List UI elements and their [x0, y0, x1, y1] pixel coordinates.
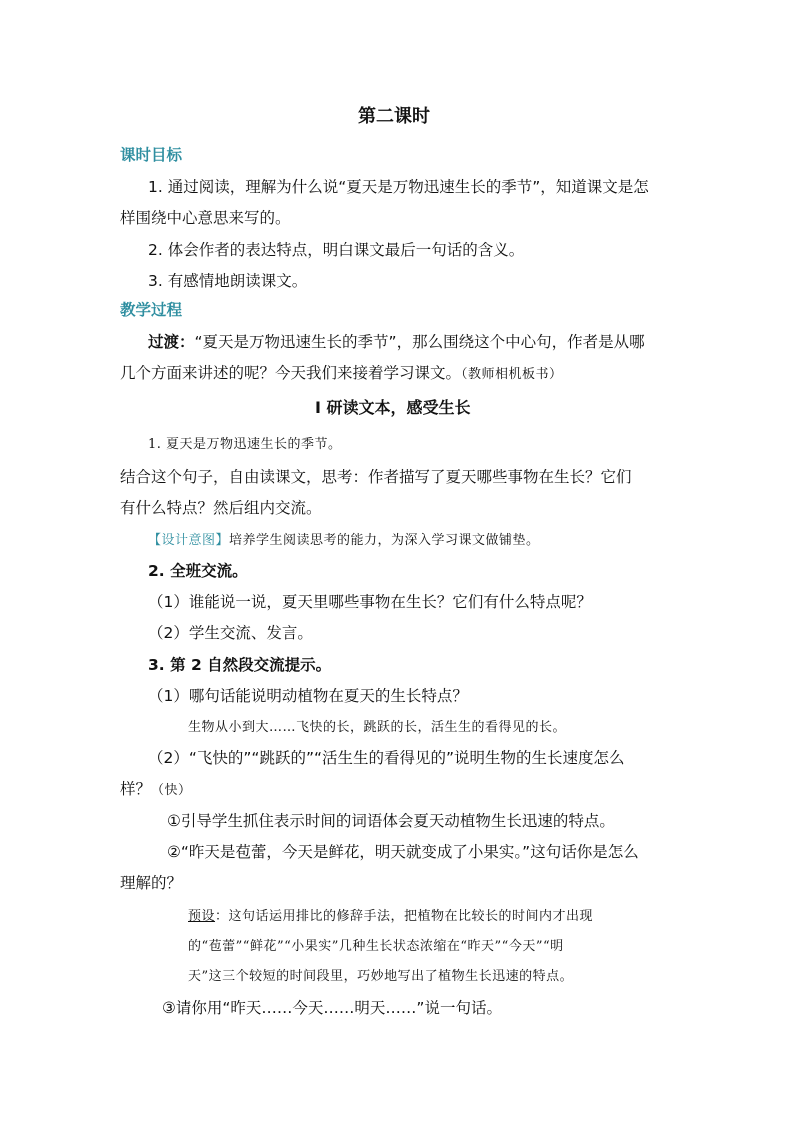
preset-line-1 — [188, 907, 593, 927]
transition-line-1 — [148, 332, 645, 352]
section-heading: Ⅰ 研读文本，感受生长 — [315, 398, 471, 417]
preset-text-1: ：这句话运用排比的修辞手法，把植物在比较长的时间内才出现 — [215, 909, 594, 924]
point-3 — [148, 655, 331, 675]
question-2-text: 样？ — [120, 780, 152, 798]
objective-2: 2. 体会作者的表达特点，明白课文最后一句话的含义。 — [148, 241, 525, 259]
preset-line-3: 天”这三个较短的时间段里，巧妙地写出了植物生长迅速的特点。 — [188, 969, 574, 984]
point-1: 1. 夏天是万物迅速生长的季节。 — [148, 437, 342, 452]
objective-1-line-1: 1. 通过阅读，理解为什么说“夏天是万物迅速生长的季节”，知道课文是怎 — [148, 178, 649, 196]
question-2-line-2 — [120, 779, 192, 801]
preset-label: 预设 — [188, 909, 216, 924]
page-title: 第二课时 — [358, 106, 430, 127]
point-1-task-line-2: 有什么特点？然后组内交流。 — [120, 499, 322, 517]
transition-text-2: 几个方面来讲述的呢？今天我们来接着学习课文。 — [120, 364, 462, 382]
point-2-sub-1: （1）谁能说一说，夏天里哪些事物在生长？它们有什么特点呢？ — [148, 593, 592, 611]
objective-3: 3. 有感情地朗读课文。 — [148, 272, 308, 290]
design-intent-text: 培养学生阅读思考的能力，为深入学习课文做铺垫。 — [229, 533, 540, 548]
design-intent — [148, 531, 540, 551]
transition-line-2 — [120, 363, 563, 385]
question-2-answer: （快） — [151, 783, 192, 798]
objectives-heading: 课时目标 — [120, 146, 183, 164]
point-3-text: 自然段交流提示。 — [207, 656, 332, 674]
guide-item-1: ①引导学生抓住表示时间的词语体会夏天动植物生长迅速的特点。 — [167, 812, 615, 830]
process-heading: 教学过程 — [120, 301, 183, 319]
point-2-sub-2: （2）学生交流、发言。 — [148, 624, 313, 642]
question-1: （1）哪句话能说明动植物在夏天的生长特点？ — [148, 687, 468, 705]
objective-1-line-2: 样围绕中心意思来写的。 — [120, 209, 291, 227]
transition-text: “夏天是万物迅速生长的季节”，那么围绕这个中心句，作者是从哪 — [194, 333, 645, 351]
design-intent-label: 【设计意图】 — [148, 533, 230, 548]
guide-item-2-line-2: 理解的？ — [120, 874, 183, 892]
point-2: 2. 全班交流。 — [148, 562, 248, 580]
question-1-quote: 生物从小到大……飞快的长，跳跃的长，活生生的看得见的长。 — [188, 720, 567, 735]
point-3-number: 3. 第 2 — [148, 656, 208, 674]
question-2-line-1: （2）“飞快的”“跳跃的”“活生生的看得见的”说明生物的生长速度怎么 — [148, 749, 625, 767]
transition-label: 过渡： — [148, 333, 195, 351]
guide-item-3: ③请你用“昨天……今天……明天……”说一句话。 — [162, 999, 502, 1017]
preset-line-2: 的“苞蕾”“鲜花”“小果实”几种生长状态浓缩在“昨天”“今天”“明 — [188, 939, 564, 954]
point-1-task-line-1: 结合这个句子，自由读课文，思考：作者描写了夏天哪些事物在生长？它们 — [120, 468, 632, 486]
transition-note: （教师相机板书） — [461, 367, 563, 382]
guide-item-2-line-1: ②“昨天是苞蕾，今天是鲜花，明天就变成了小果实。”这句话你是怎么 — [167, 843, 639, 861]
